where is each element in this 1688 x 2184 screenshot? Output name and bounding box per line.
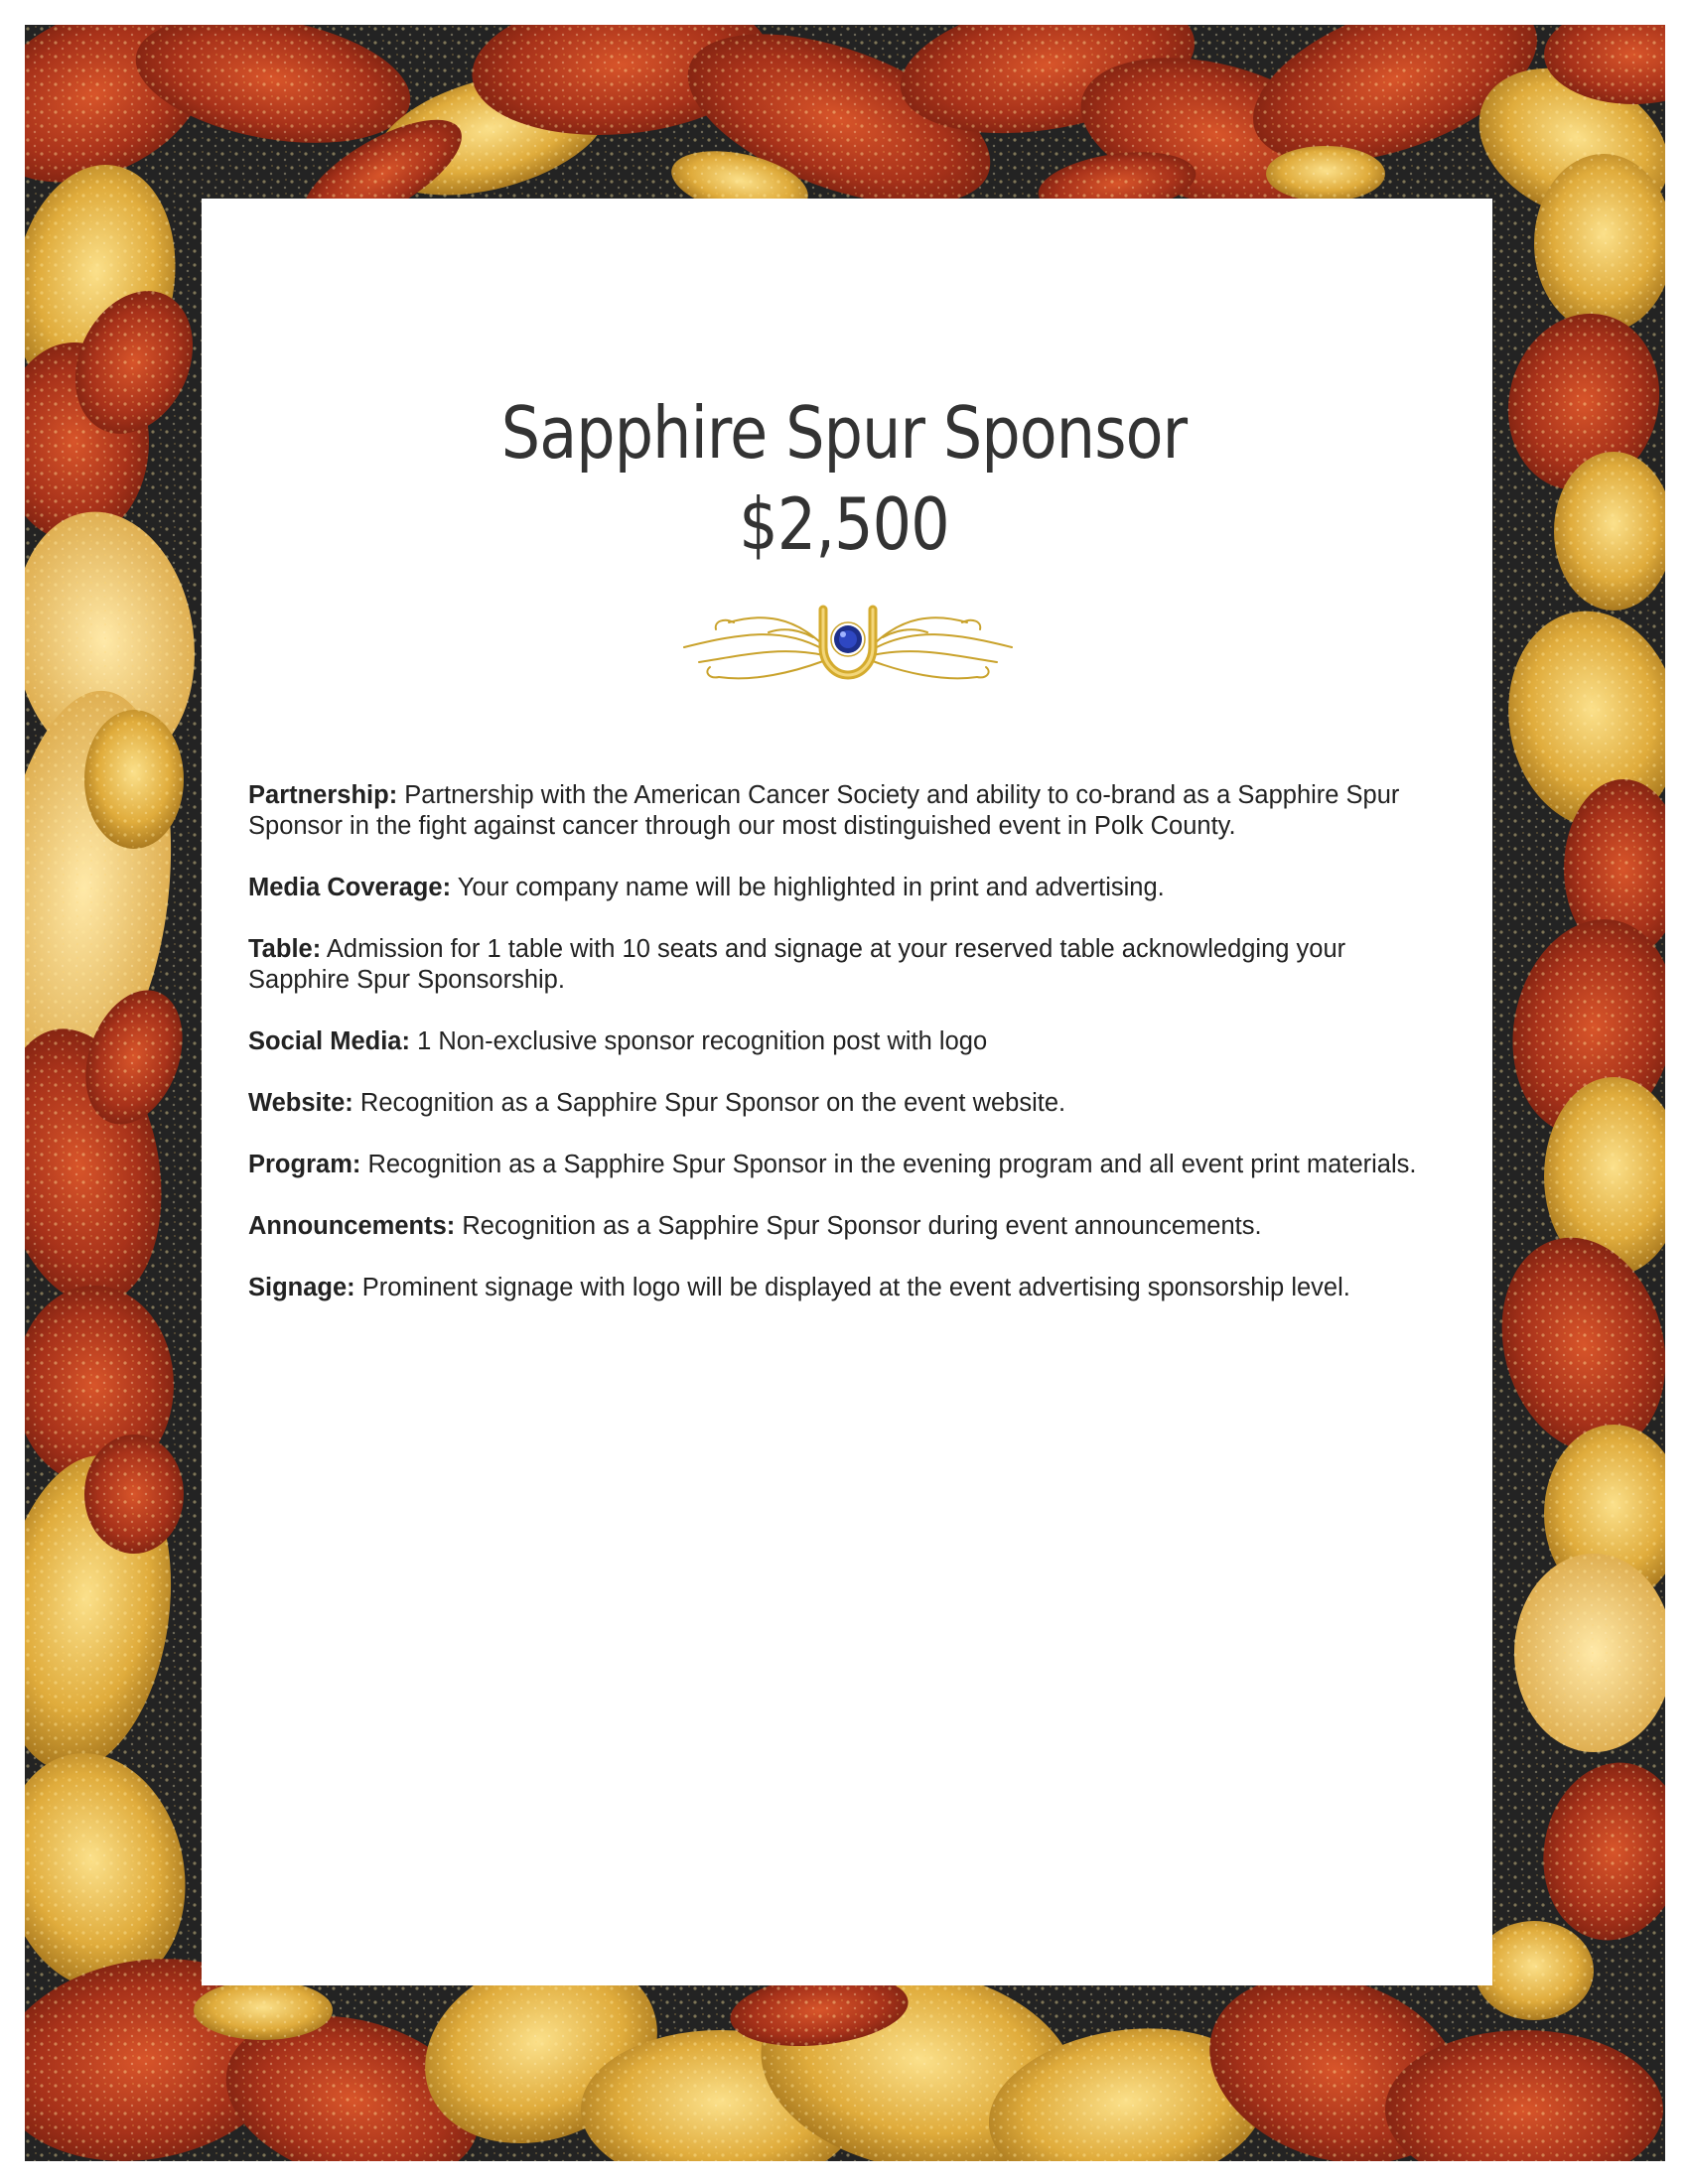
benefit-text: Your company name will be highlighted in print and advertising.: [457, 874, 1165, 901]
horseshoe-sapphire-icon: [674, 588, 1022, 707]
benefit-table: [248, 934, 1430, 996]
benefit-signage: [248, 1273, 1430, 1303]
benefit-text: Partnership with the American Cancer Society and ability to co-brand as a Sapphire Spur Sponsor in the fight against cancer through our most distinguished event in Polk County.: [248, 781, 1400, 840]
benefit-program: [248, 1150, 1430, 1180]
benefit-social-media: [248, 1026, 1430, 1057]
benefit-label: Announcements:: [248, 1212, 456, 1240]
benefit-label: Partnership:: [248, 781, 398, 809]
benefit-label: Table:: [248, 935, 322, 963]
benefit-label: Signage:: [248, 1274, 355, 1301]
sponsor-level-title: Sapphire Spur Sponsor: [500, 391, 1188, 475]
benefit-media-coverage: [248, 873, 1430, 903]
page-title: [118, 387, 1570, 570]
benefit-label: Media Coverage:: [248, 874, 452, 901]
benefit-text: Admission for 1 table with 10 seats and signage at your reserved table acknowledging your Sapphire Spur Sponsorship.: [248, 935, 1346, 994]
benefit-label: Program:: [248, 1151, 361, 1178]
benefit-label: Social Media:: [248, 1027, 410, 1055]
benefits-list: [248, 780, 1430, 1334]
benefit-text: Recognition as a Sapphire Spur Sponsor on the event website.: [359, 1089, 1066, 1117]
benefit-text: Prominent signage with logo will be displayed at the event advertising sponsorship level.: [361, 1274, 1350, 1301]
benefit-text: 1 Non-exclusive sponsor recognition post with logo: [417, 1027, 988, 1055]
benefit-text: Recognition as a Sapphire Spur Sponsor during event announcements.: [462, 1212, 1262, 1240]
sponsor-price: $2,500: [739, 482, 949, 566]
benefit-label: Website:: [248, 1089, 353, 1117]
benefit-website: [248, 1088, 1430, 1119]
benefit-partnership: [248, 780, 1430, 842]
benefit-text: Recognition as a Sapphire Spur Sponsor in the evening program and all event print materials.: [367, 1151, 1417, 1178]
benefit-announcements: [248, 1211, 1430, 1242]
